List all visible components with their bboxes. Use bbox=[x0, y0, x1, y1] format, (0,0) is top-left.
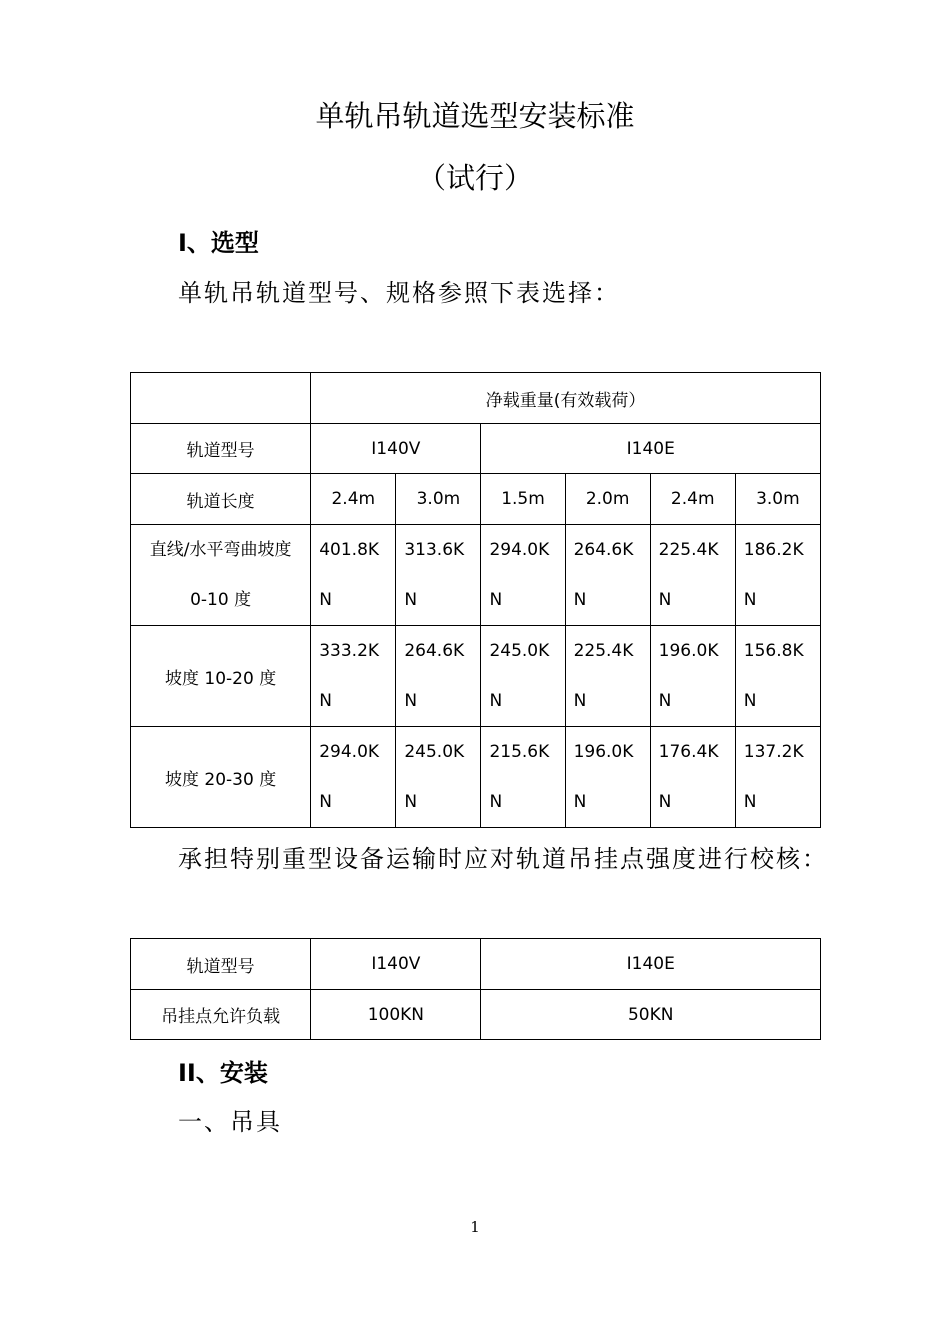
load-value-cell: 264.6K N bbox=[396, 626, 481, 727]
table-row bbox=[131, 626, 821, 727]
model-row bbox=[131, 424, 821, 474]
length-row bbox=[131, 474, 821, 525]
selection-intro: 单轨吊轨道型号、规格参照下表选择： bbox=[178, 279, 620, 307]
length-cell: 2.0m bbox=[565, 474, 650, 525]
model-label: 轨道型号 bbox=[131, 939, 311, 990]
section-heading-selection: I、选型 bbox=[178, 229, 259, 257]
load-value-cell: 245.0K N bbox=[481, 626, 565, 727]
slope-label-cell: 坡度 20-30 度 bbox=[131, 727, 311, 828]
length-cell: 1.5m bbox=[481, 474, 565, 525]
hanging-point-table bbox=[130, 938, 821, 1040]
page-number: 1 bbox=[470, 1218, 480, 1236]
length-cell: 3.0m bbox=[396, 474, 481, 525]
table-row bbox=[131, 990, 821, 1040]
load-value-cell: 313.6K N bbox=[396, 525, 481, 626]
table-row bbox=[131, 939, 821, 990]
length-cell: 2.4m bbox=[311, 474, 396, 525]
subsection-heading-rigging: 一、吊具 bbox=[178, 1108, 282, 1136]
slope-label-line1: 直线/水平弯曲坡度 bbox=[149, 540, 292, 560]
allowed-load-label: 吊挂点允许负载 bbox=[131, 990, 311, 1040]
load-value-cell: 225.4K N bbox=[650, 525, 735, 626]
load-value-cell: 196.0K N bbox=[650, 626, 735, 727]
model-i140e: I140E bbox=[481, 939, 821, 990]
table-corner-cell bbox=[131, 373, 311, 424]
load-value-cell: 176.4K N bbox=[650, 727, 735, 828]
document-title: 单轨吊轨道选型安装标准 bbox=[315, 99, 635, 133]
section-heading-installation: II、安装 bbox=[178, 1059, 268, 1087]
model-i140v: I140V bbox=[311, 424, 481, 474]
table-header-row bbox=[131, 373, 821, 424]
load-capacity-table bbox=[130, 372, 821, 828]
length-cell: 2.4m bbox=[650, 474, 735, 525]
table-row bbox=[131, 727, 821, 828]
allowed-load-i140v: 100KN bbox=[311, 990, 481, 1040]
load-value-cell: 333.2K N bbox=[311, 626, 396, 727]
load-value-cell: 137.2K N bbox=[735, 727, 820, 828]
length-label: 轨道长度 bbox=[131, 474, 311, 525]
load-value-cell: 264.6K N bbox=[565, 525, 650, 626]
slope-label-cell: 坡度 10-20 度 bbox=[131, 626, 311, 727]
model-i140v: I140V bbox=[311, 939, 481, 990]
slope-label-cell bbox=[131, 525, 311, 626]
allowed-load-i140e: 50KN bbox=[481, 990, 821, 1040]
load-value-cell: 215.6K N bbox=[481, 727, 565, 828]
model-i140e: I140E bbox=[481, 424, 821, 474]
model-label: 轨道型号 bbox=[131, 424, 311, 474]
load-value-cell: 225.4K N bbox=[565, 626, 650, 727]
load-value-cell: 186.2K N bbox=[735, 525, 820, 626]
length-cell: 3.0m bbox=[735, 474, 820, 525]
load-value-cell: 245.0K N bbox=[396, 727, 481, 828]
load-value-cell: 196.0K N bbox=[565, 727, 650, 828]
slope-label-line2: 0-10 度 bbox=[190, 590, 252, 610]
document-subtitle: （试行） bbox=[416, 161, 533, 195]
net-load-header: 净载重量(有效载荷） bbox=[311, 373, 821, 424]
load-value-cell: 294.0K N bbox=[481, 525, 565, 626]
strength-check-note: 承担特别重型设备运输时应对轨道吊挂点强度进行校核： bbox=[178, 845, 828, 873]
load-value-cell: 156.8K N bbox=[735, 626, 820, 727]
load-value-cell: 294.0K N bbox=[311, 727, 396, 828]
table-row bbox=[131, 525, 821, 626]
load-value-cell: 401.8K N bbox=[311, 525, 396, 626]
